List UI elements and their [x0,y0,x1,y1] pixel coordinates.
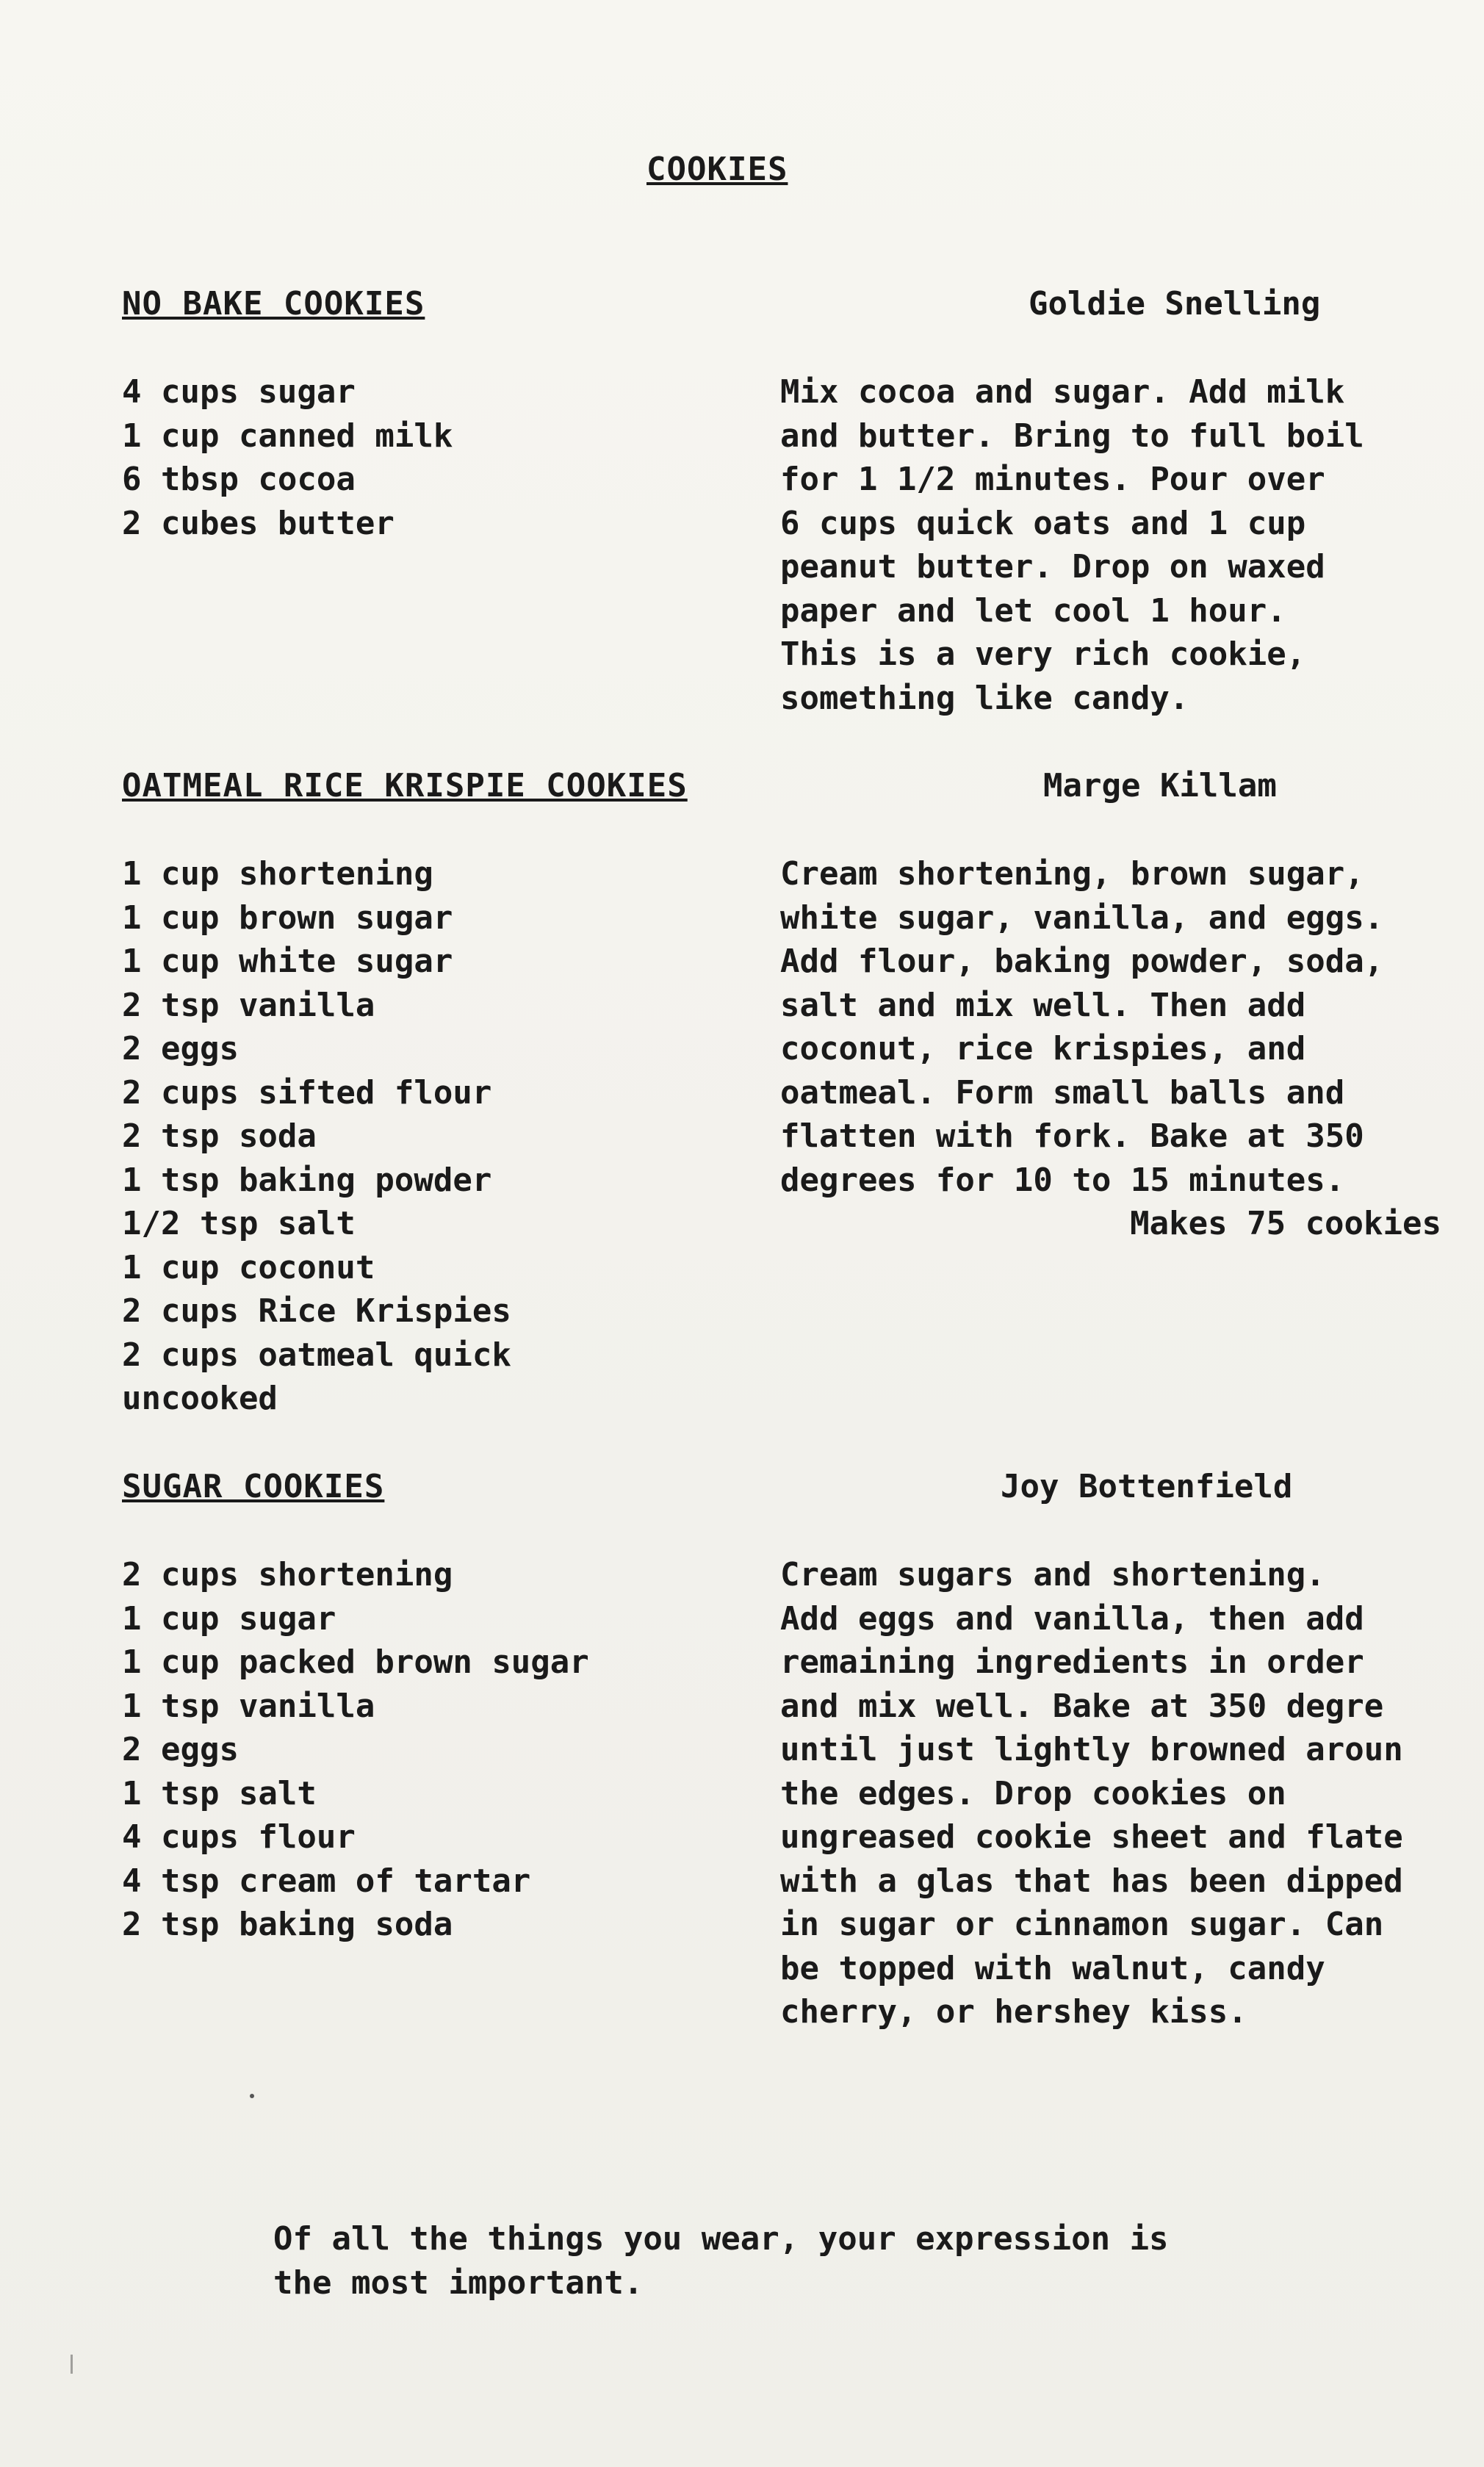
quote-line: the most important. [273,2263,644,2302]
ingredient-item: 2 eggs [122,1030,239,1067]
directions-text [780,370,1364,720]
ingredient-item: 2 cups shortening [122,1556,453,1593]
directions-yield: Makes 75 cookies [1130,1205,1441,1242]
recipe-author: Joy Bottenfield [1001,1468,1293,1505]
ingredient-item: 1 cup coconut [122,1248,375,1286]
recipe-title: OATMEAL RICE KRISPIE COOKIES [122,767,688,804]
directions-text [780,852,1441,1246]
recipe-author: Goldie Snelling [1029,285,1321,323]
directions-line: white sugar, vanilla, and eggs. [780,898,1384,937]
directions-line: in sugar or cinnamon sugar. Can [780,1906,1384,1943]
ingredient-item: 2 cups Rice Krispies [122,1292,511,1330]
directions-line: be topped with walnut, candy [780,1949,1325,1987]
ingredient-item: 1 cup sugar [122,1599,336,1638]
ingredient-item: 4 cups sugar [122,373,356,411]
directions-line: remaining ingredients in order [780,1643,1364,1681]
directions-line: cherry, or hershey kiss. [780,1993,1247,2031]
directions-line: something like candy. [780,679,1189,717]
directions-text [780,1553,1403,2034]
ingredient-item: 2 tsp vanilla [122,986,375,1024]
ingredient-list [122,370,453,545]
recipe-title: SUGAR COOKIES [122,1468,385,1505]
ingredient-item: 2 cups sifted flour [122,1073,492,1112]
ingredient-item: 2 cups oatmeal quick [122,1336,511,1374]
ingredient-list [122,852,511,1421]
directions-line: paper and let cool 1 hour. [780,591,1286,630]
directions-line: until just lightly browned aroun [780,1731,1403,1768]
directions-line: for 1 1/2 minutes. Pour over [780,461,1325,498]
ink-speck [250,2094,254,2098]
directions-line: Cream sugars and shortening. [780,1556,1325,1593]
directions-line: salt and mix well. Then add [780,986,1306,1024]
directions-line: ungreased cookie sheet and flate [780,1818,1403,1856]
directions-line: peanut butter. Drop on waxed [780,548,1325,586]
ingredient-list [122,1553,589,1947]
scan-edge-mark [71,2355,73,2374]
directions-line: 6 cups quick oats and 1 cup [780,504,1306,542]
directions-line: This is a very rich cookie, [780,635,1306,673]
page-title: COOKIES [646,151,788,188]
ingredient-item: 6 tbsp cocoa [122,461,356,498]
ingredient-item: 2 cubes butter [122,504,395,542]
ingredient-item: 1 tsp vanilla [122,1687,375,1725]
ingredient-item: 1 tsp salt [122,1774,317,1812]
directions-line: Add eggs and vanilla, then add [780,1599,1364,1638]
ingredient-item: 1 cup canned milk [122,417,453,455]
ingredient-item: 1 tsp baking powder [122,1161,492,1199]
ingredient-item: uncooked [122,1380,278,1417]
directions-line: Mix cocoa and sugar. Add milk [780,373,1345,411]
closing-quote [273,2217,1169,2305]
directions-line: and mix well. Bake at 350 degre [780,1687,1384,1725]
ingredient-item: 2 tsp soda [122,1117,317,1155]
directions-line: with a glas that has been dipped [780,1862,1403,1900]
directions-line: and butter. Bring to full boil [780,417,1364,455]
recipe-title: NO BAKE COOKIES [122,285,425,323]
ingredient-item: 2 eggs [122,1731,239,1768]
directions-line: Add flour, baking powder, soda, [780,943,1384,980]
directions-line: the edges. Drop cookies on [780,1774,1286,1812]
directions-line: Cream shortening, brown sugar, [780,855,1364,893]
ingredient-item: 1/2 tsp salt [122,1205,356,1242]
quote-line: Of all the things you wear, your expression is [273,2220,1169,2258]
recipe-author: Marge Killam [1043,767,1277,804]
ingredient-item: 1 cup packed brown sugar [122,1643,589,1681]
ingredient-item: 4 tsp cream of tartar [122,1862,531,1900]
ingredient-item: 2 tsp baking soda [122,1906,453,1943]
directions-line: flatten with fork. Bake at 350 [780,1117,1364,1155]
directions-line: degrees for 10 to 15 minutes. [780,1161,1345,1199]
ingredient-item: 1 cup white sugar [122,943,453,980]
ingredient-item: 1 cup brown sugar [122,898,453,937]
directions-line: oatmeal. Form small balls and [780,1073,1345,1112]
directions-line: coconut, rice krispies, and [780,1030,1306,1067]
ingredient-item: 1 cup shortening [122,855,433,893]
ingredient-item: 4 cups flour [122,1818,356,1856]
